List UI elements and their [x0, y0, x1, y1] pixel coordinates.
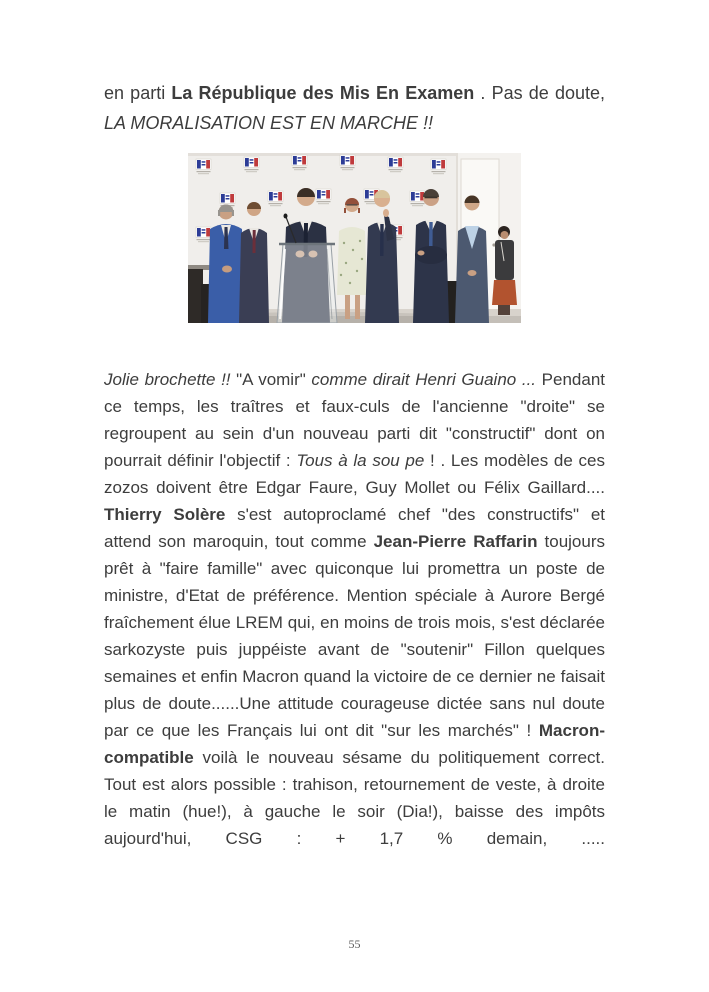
text-segment-normal: voilà le nouveau sésame du politiquement correct. Tout est alors possible : trahison, retournement de veste, à droite le matin (hue!), à gauche le soir (Dia!), baisse des impôts aujourd'hui, CSG : + 1,7 % demain, ..... — [104, 748, 605, 848]
press-conference-photo — [188, 153, 521, 323]
text-segment-normal: toujours prêt à "faire famille" avec quiconque lui promettra un poste de ministre, d'Etat de préférence. Mention spéciale à Aurore Bergé fraîchement élue LREM qui, en moins de trois mois, s'est déclarée sarkozyste puis juppéiste avant de "soutenir" Fillon quelques semaines et enfin Macron quand la victoire de ce dernier ne faisait plus de doute......Une attitude courageuse dictée sans nul doute par ce que les Français lui ont dit "sur les marchés" ! — [104, 532, 605, 740]
text-segment-bold: Macron- compatible — [104, 721, 605, 767]
photo-illustration — [188, 153, 521, 323]
text-segment-normal: "A vomir" — [236, 370, 312, 389]
text-segment-normal: ! . Les modèles de ces zozos doivent être Edgar Faure, Guy Mollet ou Félix Gaillard.... — [104, 451, 605, 497]
text-segment-italic: Tous à la sou pe — [296, 451, 425, 470]
text-segment-normal: Pendant ce temps, les traîtres et faux-culs de l'ancienne "droite" se regroupent au sein d'un nouveau parti dit "constructif" dont on pourrait définir l'objectif : — [104, 370, 605, 470]
text-segment-normal: . Pas de doute, — [474, 83, 606, 103]
text-segment-italic: Jolie brochette !! — [104, 370, 237, 389]
glasses — [347, 204, 358, 206]
glasses — [425, 197, 438, 199]
text-segment-normal: s'est autoproclamé chef "des constructifs" et attend son maroquin, tout comme — [104, 505, 606, 551]
text-segment-italic: comme dirait Henri Guaino ... — [311, 370, 542, 389]
text-segment-bold: La République des Mis En Examen — [171, 83, 475, 103]
page-number: 55 — [348, 937, 361, 951]
text-segment-bold: Jean-Pierre Raffarin — [373, 532, 538, 551]
body-paragraph — [104, 366, 605, 852]
text-segment-bold: Thierry Solère — [104, 505, 226, 524]
text-segment-normal: en parti — [104, 83, 172, 103]
intro-paragraph — [104, 78, 605, 138]
text-segment-italic: LA MORALISATION EST EN MARCHE !! — [104, 113, 434, 133]
